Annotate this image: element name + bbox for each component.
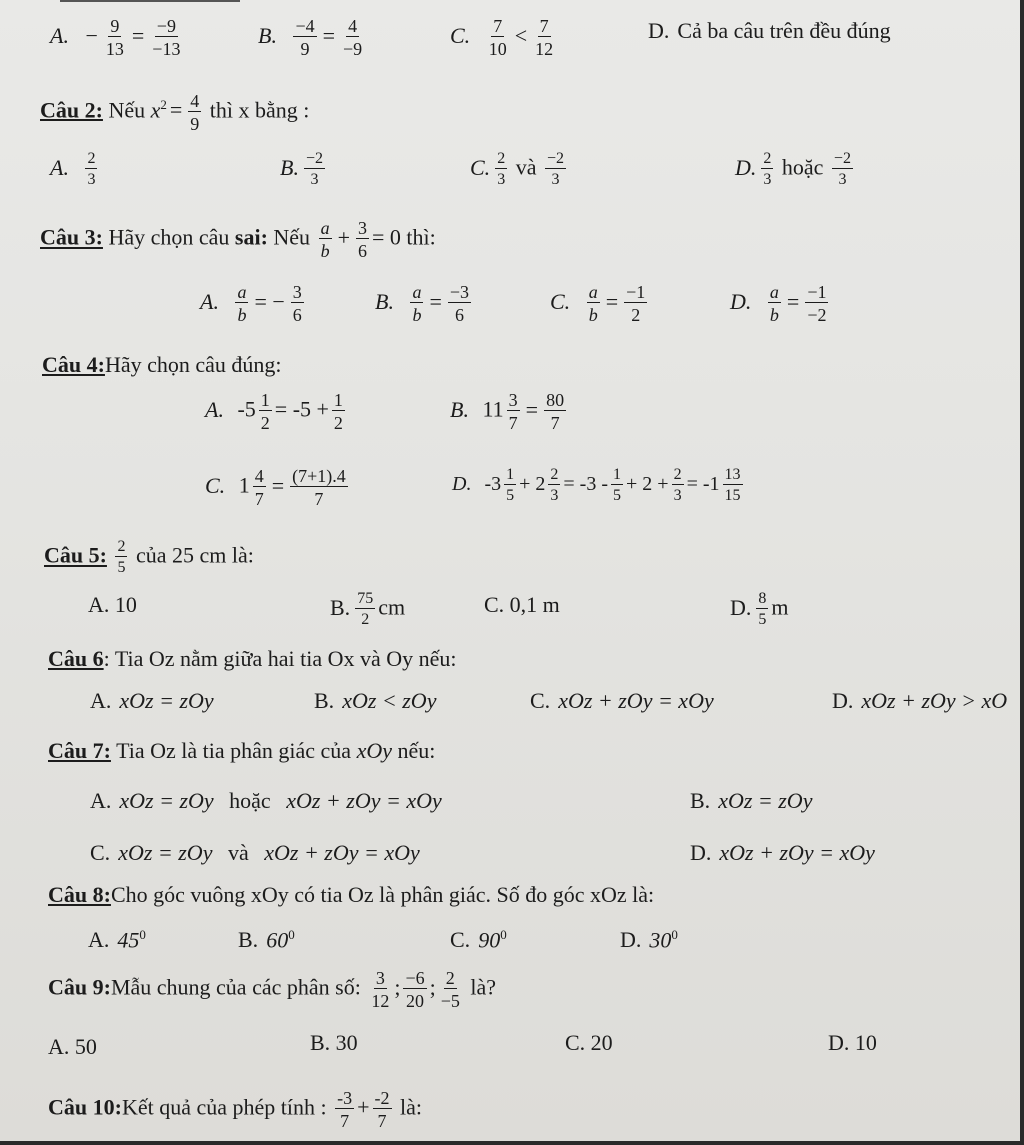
q5-title: Câu 5: xyxy=(44,542,107,568)
math-text: = xyxy=(322,22,336,48)
fraction xyxy=(545,150,566,189)
fraction-denominator: 3 xyxy=(551,171,560,188)
fraction-numerator: a xyxy=(412,282,422,302)
math-text: 0 xyxy=(288,927,295,942)
q5-option-b xyxy=(330,590,405,629)
q6-option-d xyxy=(832,686,1020,716)
fraction xyxy=(293,16,316,59)
q10-title: Câu 10: xyxy=(48,1094,122,1120)
fraction-numerator: 4 xyxy=(254,466,264,486)
q1-option-c xyxy=(450,16,558,59)
fraction-denominator: 7 xyxy=(508,413,518,433)
math-text: 0 xyxy=(139,927,146,942)
q9-stem xyxy=(48,968,496,1011)
q8-option-b xyxy=(238,920,295,955)
q8-option-c xyxy=(450,920,507,955)
math-text: Cả ba câu trên đều đúng xyxy=(677,18,891,43)
math-text: = xyxy=(429,288,442,314)
fraction-numerator: 3 xyxy=(508,390,518,410)
math-text: 0 xyxy=(671,927,678,942)
option-label: C. xyxy=(450,927,471,953)
math-text: Hãy chọn câu xyxy=(108,224,230,250)
fraction-numerator: a xyxy=(320,218,330,238)
math-text: 11 xyxy=(482,396,504,422)
fraction-denominator: 6 xyxy=(357,241,367,261)
math-text: xOz + zOy > xO xyxy=(861,688,1008,713)
q8-option-d xyxy=(620,920,678,955)
math-text: x xyxy=(150,97,161,123)
math-text: xOz < zOy xyxy=(342,688,437,713)
math-text: = xyxy=(605,288,619,314)
option-label: B. xyxy=(280,154,299,180)
fraction-numerator: 4 xyxy=(348,16,358,36)
fraction-denominator: 9 xyxy=(300,39,310,59)
fraction xyxy=(611,466,623,505)
q6-option-c xyxy=(530,686,714,716)
fraction xyxy=(235,282,248,325)
q7-option-c xyxy=(90,838,420,868)
option-label: D. xyxy=(648,18,670,43)
q2-option-b xyxy=(280,150,328,189)
fraction-denominator: 6 xyxy=(292,305,302,325)
fraction-denominator: −9 xyxy=(343,39,363,59)
fraction-numerator: 7 xyxy=(493,16,503,36)
math-text: < xyxy=(514,22,528,48)
fraction xyxy=(253,466,266,509)
fraction-denominator: 7 xyxy=(340,1111,350,1131)
fraction-numerator: 2 xyxy=(673,466,682,483)
fraction xyxy=(548,466,560,505)
fraction-numerator: 13 xyxy=(724,466,741,483)
q9-option-d xyxy=(828,1028,877,1058)
math-text: -5 xyxy=(237,396,256,422)
option-label: B. xyxy=(690,788,711,813)
fraction xyxy=(369,968,391,1011)
fraction-denominator: 3 xyxy=(673,487,682,504)
q4-option-b xyxy=(450,390,569,433)
q1-option-a xyxy=(50,16,185,59)
option-label: B. xyxy=(450,396,469,422)
fraction-numerator: 2 xyxy=(87,150,96,167)
option-label: C. xyxy=(550,288,571,314)
q4-title: Câu 4: xyxy=(42,352,105,377)
math-text: = − xyxy=(254,288,285,314)
fraction-numerator: (7+1).4 xyxy=(292,466,346,486)
fraction-denominator: 7 xyxy=(377,1111,387,1131)
math-text: m xyxy=(771,594,789,620)
q9-option-c xyxy=(565,1028,613,1058)
math-text: = xyxy=(169,97,183,123)
fraction-denominator: 6 xyxy=(454,305,464,325)
fraction-numerator: 4 xyxy=(190,90,200,111)
option-label: B. xyxy=(330,594,351,620)
math-text: + xyxy=(337,224,350,250)
math-text: 1 xyxy=(238,472,250,498)
fraction xyxy=(259,390,272,433)
fraction-numerator: a xyxy=(769,282,779,302)
math-text: hoặc xyxy=(781,154,824,180)
fraction-denominator: 12 xyxy=(371,991,390,1011)
fraction-numerator: 1 xyxy=(613,466,622,483)
fraction-numerator: −2 xyxy=(546,150,564,167)
q4-stem xyxy=(42,350,282,380)
fraction xyxy=(319,218,332,261)
option-label: A. xyxy=(88,927,110,953)
fraction-numerator: 3 xyxy=(357,218,367,238)
q2-option-a xyxy=(50,150,100,189)
math-text: : Tia Oz nằm giữa hai tia Ox và Oy nếu: xyxy=(103,646,457,671)
fraction-numerator: -3 xyxy=(337,1088,353,1108)
fraction-numerator: 1 xyxy=(506,466,515,483)
fraction-denominator: 3 xyxy=(838,171,847,188)
q4-option-d xyxy=(452,466,746,505)
q2-option-d xyxy=(735,150,856,189)
math-text: thì: xyxy=(406,224,436,250)
math-text: sai: xyxy=(234,224,268,250)
fraction-denominator: 7 xyxy=(254,489,264,509)
q6-stem xyxy=(48,644,457,674)
option-label: B. xyxy=(258,22,277,48)
fraction-numerator: 2 xyxy=(117,538,126,555)
math-text: xOy xyxy=(356,738,392,763)
math-text: và xyxy=(515,154,537,180)
q3-stem xyxy=(40,218,436,261)
q9-option-a xyxy=(48,1032,97,1062)
math-text: C. 20 xyxy=(565,1030,613,1055)
math-text: = 0 xyxy=(371,224,401,250)
math-text: thì x bằng : xyxy=(209,97,310,123)
fraction-numerator: 80 xyxy=(546,390,565,410)
fraction-numerator: −1 xyxy=(807,282,827,302)
fraction xyxy=(448,282,471,325)
math-text: = xyxy=(271,472,285,498)
math-text: xOz = zOy xyxy=(119,688,214,713)
option-label: A. xyxy=(90,788,112,813)
option-label: C. xyxy=(470,154,491,180)
fraction xyxy=(761,150,773,189)
q7-stem xyxy=(48,736,435,766)
fraction xyxy=(291,282,304,325)
fraction-numerator: 2 xyxy=(497,150,506,167)
math-text: Nếu xyxy=(108,97,146,123)
math-text: = xyxy=(131,22,145,48)
fraction xyxy=(341,16,364,59)
fraction xyxy=(355,590,375,629)
q3-option-a xyxy=(200,282,307,325)
option-label: A. xyxy=(205,396,224,422)
fraction xyxy=(290,466,348,509)
math-text: là? xyxy=(470,974,497,1000)
fraction-numerator: 1 xyxy=(333,390,343,410)
fraction-numerator: 2 xyxy=(445,968,455,988)
math-text: = -5 + xyxy=(274,396,329,422)
option-label: D. xyxy=(730,594,752,620)
q4-option-c xyxy=(205,466,351,509)
q4-option-a xyxy=(205,390,348,433)
fraction xyxy=(768,282,781,325)
option-label: A. xyxy=(50,154,69,180)
math-text: Hãy chọn câu đúng: xyxy=(104,352,282,377)
option-label: C. xyxy=(90,840,111,865)
math-text: 60 xyxy=(266,927,289,953)
option-label: B. xyxy=(238,927,259,953)
math-text: của 25 cm là: xyxy=(135,542,254,568)
math-text: D. 10 xyxy=(828,1030,877,1055)
math-text: + 2 + xyxy=(626,473,669,496)
math-text: 45 xyxy=(117,927,140,953)
fraction-denominator: 3 xyxy=(763,171,772,188)
fraction xyxy=(403,968,426,1011)
math-text: cm xyxy=(378,594,406,620)
math-text: nếu: xyxy=(397,738,436,763)
fraction xyxy=(507,390,520,433)
math-text: xOz + zOy = xOy xyxy=(286,788,442,813)
math-text: = xyxy=(786,288,800,314)
math-text: Kết quả của phép tính : xyxy=(121,1094,327,1120)
fraction-denominator: 9 xyxy=(190,113,200,134)
fraction xyxy=(487,16,509,59)
math-text: = -1 xyxy=(686,473,720,496)
fraction xyxy=(756,590,768,629)
fraction-numerator: −9 xyxy=(156,16,176,36)
fraction-numerator: 3 xyxy=(292,282,302,302)
q2-option-c xyxy=(470,150,569,189)
fraction-denominator: 10 xyxy=(488,39,507,59)
fraction-denominator: 3 xyxy=(310,171,319,188)
fraction-numerator: 2 xyxy=(550,466,559,483)
fraction-numerator: a xyxy=(237,282,247,302)
fraction-numerator: 8 xyxy=(758,590,767,607)
option-label: D. xyxy=(452,473,472,496)
q1-option-d xyxy=(648,16,891,46)
option-label: C. xyxy=(450,22,471,48)
option-label: D. xyxy=(832,688,854,713)
math-text: xOz = zOy xyxy=(119,788,214,813)
fraction xyxy=(495,150,507,189)
q2-stem xyxy=(40,90,309,134)
option-label: A. xyxy=(50,22,69,48)
math-text: hoặc xyxy=(229,788,271,813)
q5-stem xyxy=(44,538,254,577)
fraction xyxy=(356,218,369,261)
fraction-denominator: 15 xyxy=(724,487,741,504)
math-text: 2 xyxy=(160,97,167,112)
fraction xyxy=(85,150,97,189)
fraction-denominator: 3 xyxy=(550,487,559,504)
math-text: Mẫu chung của các phân số: xyxy=(110,974,361,1000)
fraction-denominator: 7 xyxy=(550,413,560,433)
fraction-denominator: −5 xyxy=(440,991,460,1011)
q6-option-b xyxy=(314,686,436,716)
fraction xyxy=(373,1088,392,1131)
q9-option-b xyxy=(310,1028,358,1058)
q3-title: Câu 3: xyxy=(40,224,103,250)
fraction-numerator: 7 xyxy=(539,16,549,36)
fraction xyxy=(332,390,345,433)
q3-option-d xyxy=(730,282,831,325)
option-label: B. xyxy=(314,688,335,713)
fraction-denominator: b xyxy=(237,305,247,325)
fraction-denominator: b xyxy=(588,305,598,325)
math-text: -3 xyxy=(484,473,502,496)
fraction-numerator: 3 xyxy=(375,968,385,988)
math-text: xOz + zOy = xOy xyxy=(264,840,420,865)
math-text: 90 xyxy=(478,927,501,953)
math-text: xOz = zOy xyxy=(718,788,813,813)
q7-option-a xyxy=(90,786,442,816)
q8-option-a xyxy=(88,920,146,955)
fraction xyxy=(723,466,743,505)
q10-stem xyxy=(48,1088,422,1131)
q8-title: Câu 8: xyxy=(48,882,111,907)
math-text: xOz + zOy = xOy xyxy=(558,688,714,713)
q5-option-a xyxy=(88,590,137,620)
fraction-denominator: b xyxy=(412,305,422,325)
fraction xyxy=(304,150,325,189)
fraction-denominator: 12 xyxy=(535,39,554,59)
math-text: A. 50 xyxy=(48,1034,97,1059)
math-text: là: xyxy=(400,1094,423,1120)
fraction xyxy=(587,282,600,325)
q8-stem xyxy=(48,880,654,910)
fraction xyxy=(410,282,423,325)
math-text: = xyxy=(525,396,539,422)
math-text: B. 30 xyxy=(310,1030,358,1055)
math-text: ; xyxy=(429,974,436,1000)
top-rule xyxy=(60,0,240,2)
fraction-denominator: 2 xyxy=(631,305,641,325)
fraction-denominator: 2 xyxy=(333,413,343,433)
fraction xyxy=(544,390,566,433)
fraction-denominator: 5 xyxy=(613,487,622,504)
fraction-numerator: a xyxy=(588,282,598,302)
fraction xyxy=(439,968,462,1011)
math-text: 0 xyxy=(500,927,507,942)
q7-title: Câu 7: xyxy=(48,738,111,763)
math-text: Nếu xyxy=(273,224,311,250)
q9-title: Câu 9: xyxy=(48,974,111,1000)
math-text: 30 xyxy=(649,927,672,953)
option-label: C. xyxy=(205,472,226,498)
fraction-numerator: −6 xyxy=(405,968,425,988)
option-label: D. xyxy=(690,840,712,865)
fraction-denominator: b xyxy=(320,241,330,261)
fraction-numerator: 1 xyxy=(260,390,270,410)
math-text: − xyxy=(85,22,98,48)
q5-option-d xyxy=(730,590,789,629)
option-label: D. xyxy=(735,154,757,180)
fraction-denominator: 20 xyxy=(406,991,425,1011)
math-text: + xyxy=(357,1094,370,1120)
fraction-numerator: -2 xyxy=(374,1088,390,1108)
fraction xyxy=(624,282,647,325)
q7-option-b xyxy=(690,786,812,816)
option-label: D. xyxy=(730,288,752,314)
fraction-numerator: 75 xyxy=(357,590,374,607)
math-text: A. 10 xyxy=(88,592,137,617)
fraction-numerator: −2 xyxy=(305,150,323,167)
math-text: Tia Oz là tia phân giác của xyxy=(116,738,352,763)
fraction-numerator: −4 xyxy=(295,16,315,36)
option-label: D. xyxy=(620,927,642,953)
fraction-denominator: 5 xyxy=(117,559,126,576)
fraction-numerator: −3 xyxy=(449,282,470,302)
fraction-denominator: 5 xyxy=(506,487,515,504)
math-text: ; xyxy=(394,974,401,1000)
fraction-denominator: b xyxy=(769,305,779,325)
math-text: C. 0,1 m xyxy=(484,592,560,617)
math-text: và xyxy=(227,840,249,865)
fraction-numerator: −1 xyxy=(626,282,646,302)
fraction xyxy=(832,150,853,189)
q6-title: Câu 6 xyxy=(48,646,104,671)
math-text: = -3 - xyxy=(563,473,609,496)
q7-option-d xyxy=(690,838,875,868)
fraction xyxy=(504,466,516,505)
fraction xyxy=(335,1088,354,1131)
fraction-denominator: 7 xyxy=(314,489,324,509)
fraction xyxy=(115,538,127,577)
q3-option-c xyxy=(550,282,650,325)
option-label: A. xyxy=(90,688,112,713)
fraction-numerator: −2 xyxy=(833,150,851,167)
fraction xyxy=(188,91,201,134)
q5-option-c xyxy=(484,590,560,620)
math-text: xOz + zOy = xOy xyxy=(719,840,875,865)
q3-option-b xyxy=(375,282,474,325)
q2-title: Câu 2: xyxy=(40,97,103,123)
option-label: B. xyxy=(375,288,394,314)
fraction-denominator: 2 xyxy=(260,413,270,433)
math-text: + 2 xyxy=(519,473,546,496)
fraction-denominator: 3 xyxy=(497,171,506,188)
q1-option-b xyxy=(258,16,367,59)
fraction xyxy=(533,16,555,59)
fraction-denominator: 13 xyxy=(105,39,124,59)
math-text: Cho góc vuông xOy có tia Oz là phân giác. Số đo góc xOz là: xyxy=(110,882,655,907)
fraction xyxy=(672,466,684,505)
fraction-denominator: −13 xyxy=(152,39,181,59)
fraction-denominator: 5 xyxy=(758,611,767,628)
fraction-denominator: −2 xyxy=(807,305,827,325)
fraction xyxy=(104,16,126,59)
fraction xyxy=(805,282,828,325)
fraction xyxy=(150,16,182,59)
fraction-denominator: 2 xyxy=(361,611,370,628)
fraction-numerator: 9 xyxy=(110,16,120,36)
math-text: xOz = zOy xyxy=(118,840,213,865)
fraction-numerator: 2 xyxy=(763,150,772,167)
option-label: A. xyxy=(200,288,219,314)
option-label: C. xyxy=(530,688,551,713)
q6-option-a xyxy=(90,686,214,716)
fraction-denominator: 3 xyxy=(87,171,96,188)
